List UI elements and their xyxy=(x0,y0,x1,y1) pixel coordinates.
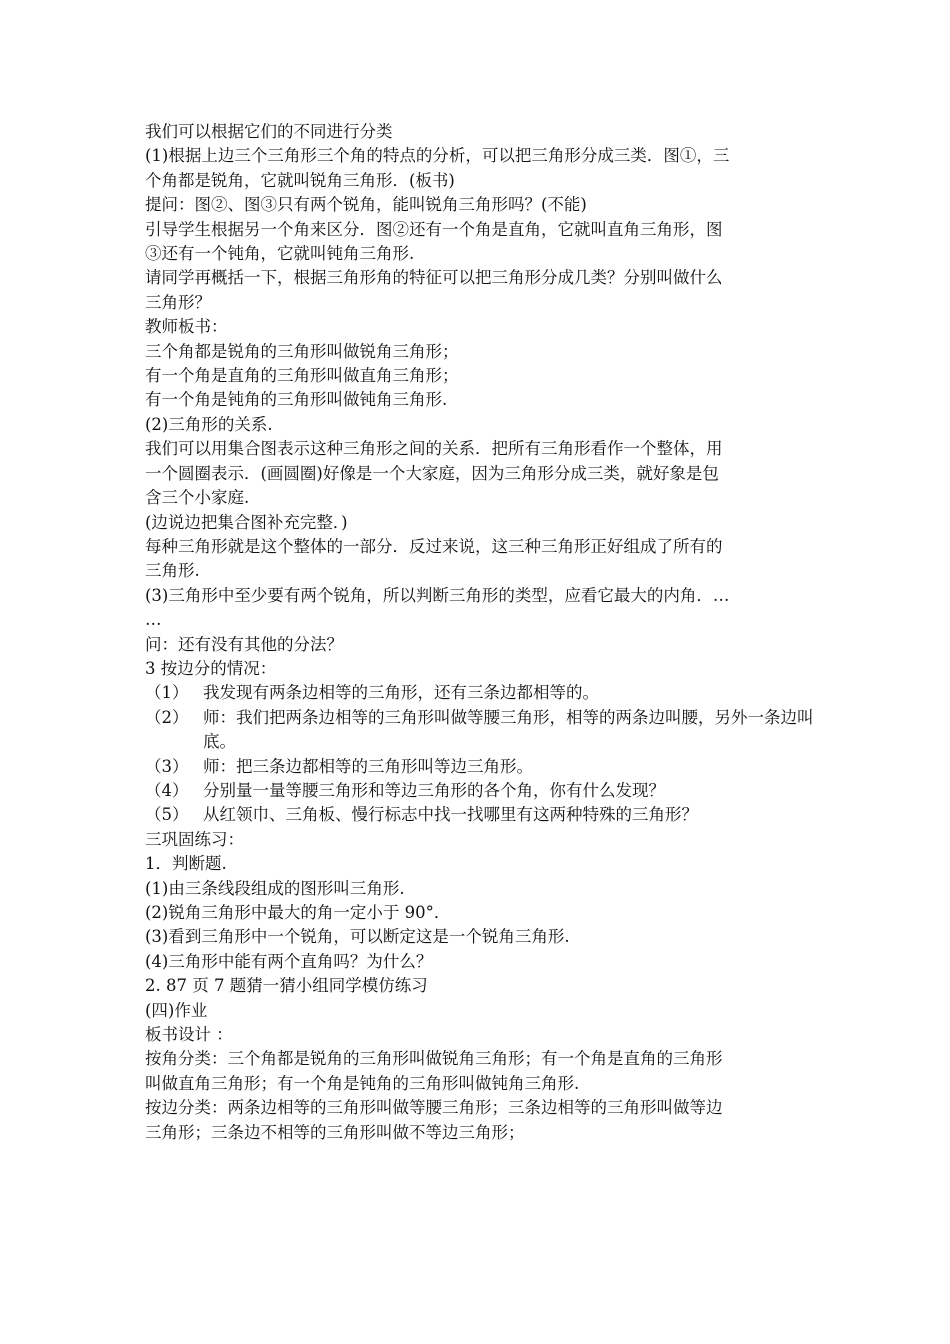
list-item-number: （1） xyxy=(145,683,189,703)
text-line: (3)三角形中至少要有两个锐角，所以判断三角形的类型，应看它最大的内角．… xyxy=(145,585,730,605)
list-item-text: 从红领巾、三角板、慢行标志中找一找哪里有这两种特殊的三角形？ xyxy=(203,805,698,825)
list-item xyxy=(145,681,815,705)
text-line: (1)由三条线段组成的图形叫三角形. xyxy=(145,878,405,898)
text-line: 提问：图②、图③只有两个锐角，能叫锐角三角形吗？(不能) xyxy=(145,195,587,215)
section-heading: 3 按边分的情况： xyxy=(145,658,277,678)
document-page xyxy=(145,120,815,1145)
text-line: 1．判断题. xyxy=(145,854,227,874)
text-line: (2)锐角三角形中最大的角一定小于 90°． xyxy=(145,903,451,922)
list-item-text: 分别量一量等腰三角形和等边三角形的各个角，你有什么发现？ xyxy=(203,780,665,800)
list-item-text: 我发现有两条边相等的三角形，还有三条边都相等的。 xyxy=(203,683,599,703)
text-line: 问：还有没有其他的分法？ xyxy=(145,634,343,654)
text-line: 我们可以用集合图表示这种三角形之间的关系．把所有三角形看作一个整体，用 xyxy=(145,439,723,459)
text-line: 请同学再概括一下，根据三角形角的特征可以把三角形分成几类？分别叫做什么 xyxy=(145,268,723,288)
section-heading: 板书设计 ： xyxy=(145,1025,233,1045)
text-line: 叫做直角三角形；有一个角是钝角的三角形叫做钝角三角形. xyxy=(145,1073,580,1093)
text-line: 个角都是锐角，它就叫锐角三角形．(板书) xyxy=(145,170,455,190)
text-line: 2. 87 页 7 题猜一猜小组同学模仿练习 xyxy=(145,976,428,996)
text-line: 引导学生根据另一个角来区分．图②还有一个角是直角，它就叫直角三角形，图 xyxy=(145,219,723,239)
text-line: (4)三角形中能有两个直角吗？为什么？ xyxy=(145,951,433,971)
section-heading: (2)三角形的关系. xyxy=(145,414,273,434)
text-line: ③还有一个钝角，它就叫钝角三角形. xyxy=(145,244,415,264)
text-line: 按边分类：两条边相等的三角形叫做等腰三角形；三条边相等的三角形叫做等边 xyxy=(145,1098,723,1118)
text-line: 我们可以根据它们的不同进行分类 xyxy=(145,122,393,141)
section-heading: 三巩固练习： xyxy=(145,829,244,849)
list-item-text: 师：我们把两条边相等的三角形叫做等腰三角形，相等的两条边叫腰，另外一条边叫底。 xyxy=(203,707,814,752)
text-line: 有一个角是钝角的三角形叫做钝角三角形. xyxy=(145,390,448,410)
text-line: (1)根据上边三个三角形三个角的特点的分析，可以把三角形分成三类．图①，三 xyxy=(145,146,730,166)
text-line: (3)看到三角形中一个锐角，可以断定这是一个锐角三角形. xyxy=(145,927,570,947)
section-heading: (四)作业 xyxy=(145,1000,208,1020)
text-line: 每种三角形就是这个整体的一部分．反过来说，这三种三角形正好组成了所有的 xyxy=(145,536,723,556)
text-line: 三角形？ xyxy=(145,292,211,312)
text-line: 一个圆圈表示．(画圆圈)好像是一个大家庭，因为三角形分成三类，就好象是包 xyxy=(145,463,719,483)
list-item-number: （4） xyxy=(145,780,189,800)
text-line: 含三个小家庭. xyxy=(145,488,250,508)
text-line: … xyxy=(145,610,162,630)
text-line: 教师板书： xyxy=(145,317,228,337)
text-line: 按角分类：三个角都是锐角的三角形叫做锐角三角形；有一个角是直角的三角形 xyxy=(145,1049,723,1069)
list-item xyxy=(145,803,815,827)
list-item xyxy=(145,779,815,803)
text-line: 三角形. xyxy=(145,561,200,581)
text-line: 三角形；三条边不相等的三角形叫做不等边三角形； xyxy=(145,1122,525,1142)
list-item-number: （2） xyxy=(145,707,189,727)
list-item xyxy=(145,706,815,755)
list-item-text: 师：把三条边都相等的三角形叫等边三角形。 xyxy=(203,756,533,776)
list-item-number: （5） xyxy=(145,805,189,825)
text-line: 三个角都是锐角的三角形叫做锐角三角形； xyxy=(145,341,459,361)
list-item xyxy=(145,755,815,779)
list-item-number: （3） xyxy=(145,756,189,776)
text-line: 有一个角是直角的三角形叫做直角三角形； xyxy=(145,366,459,386)
text-line: (边说边把集合图补充完整．) xyxy=(145,512,348,532)
